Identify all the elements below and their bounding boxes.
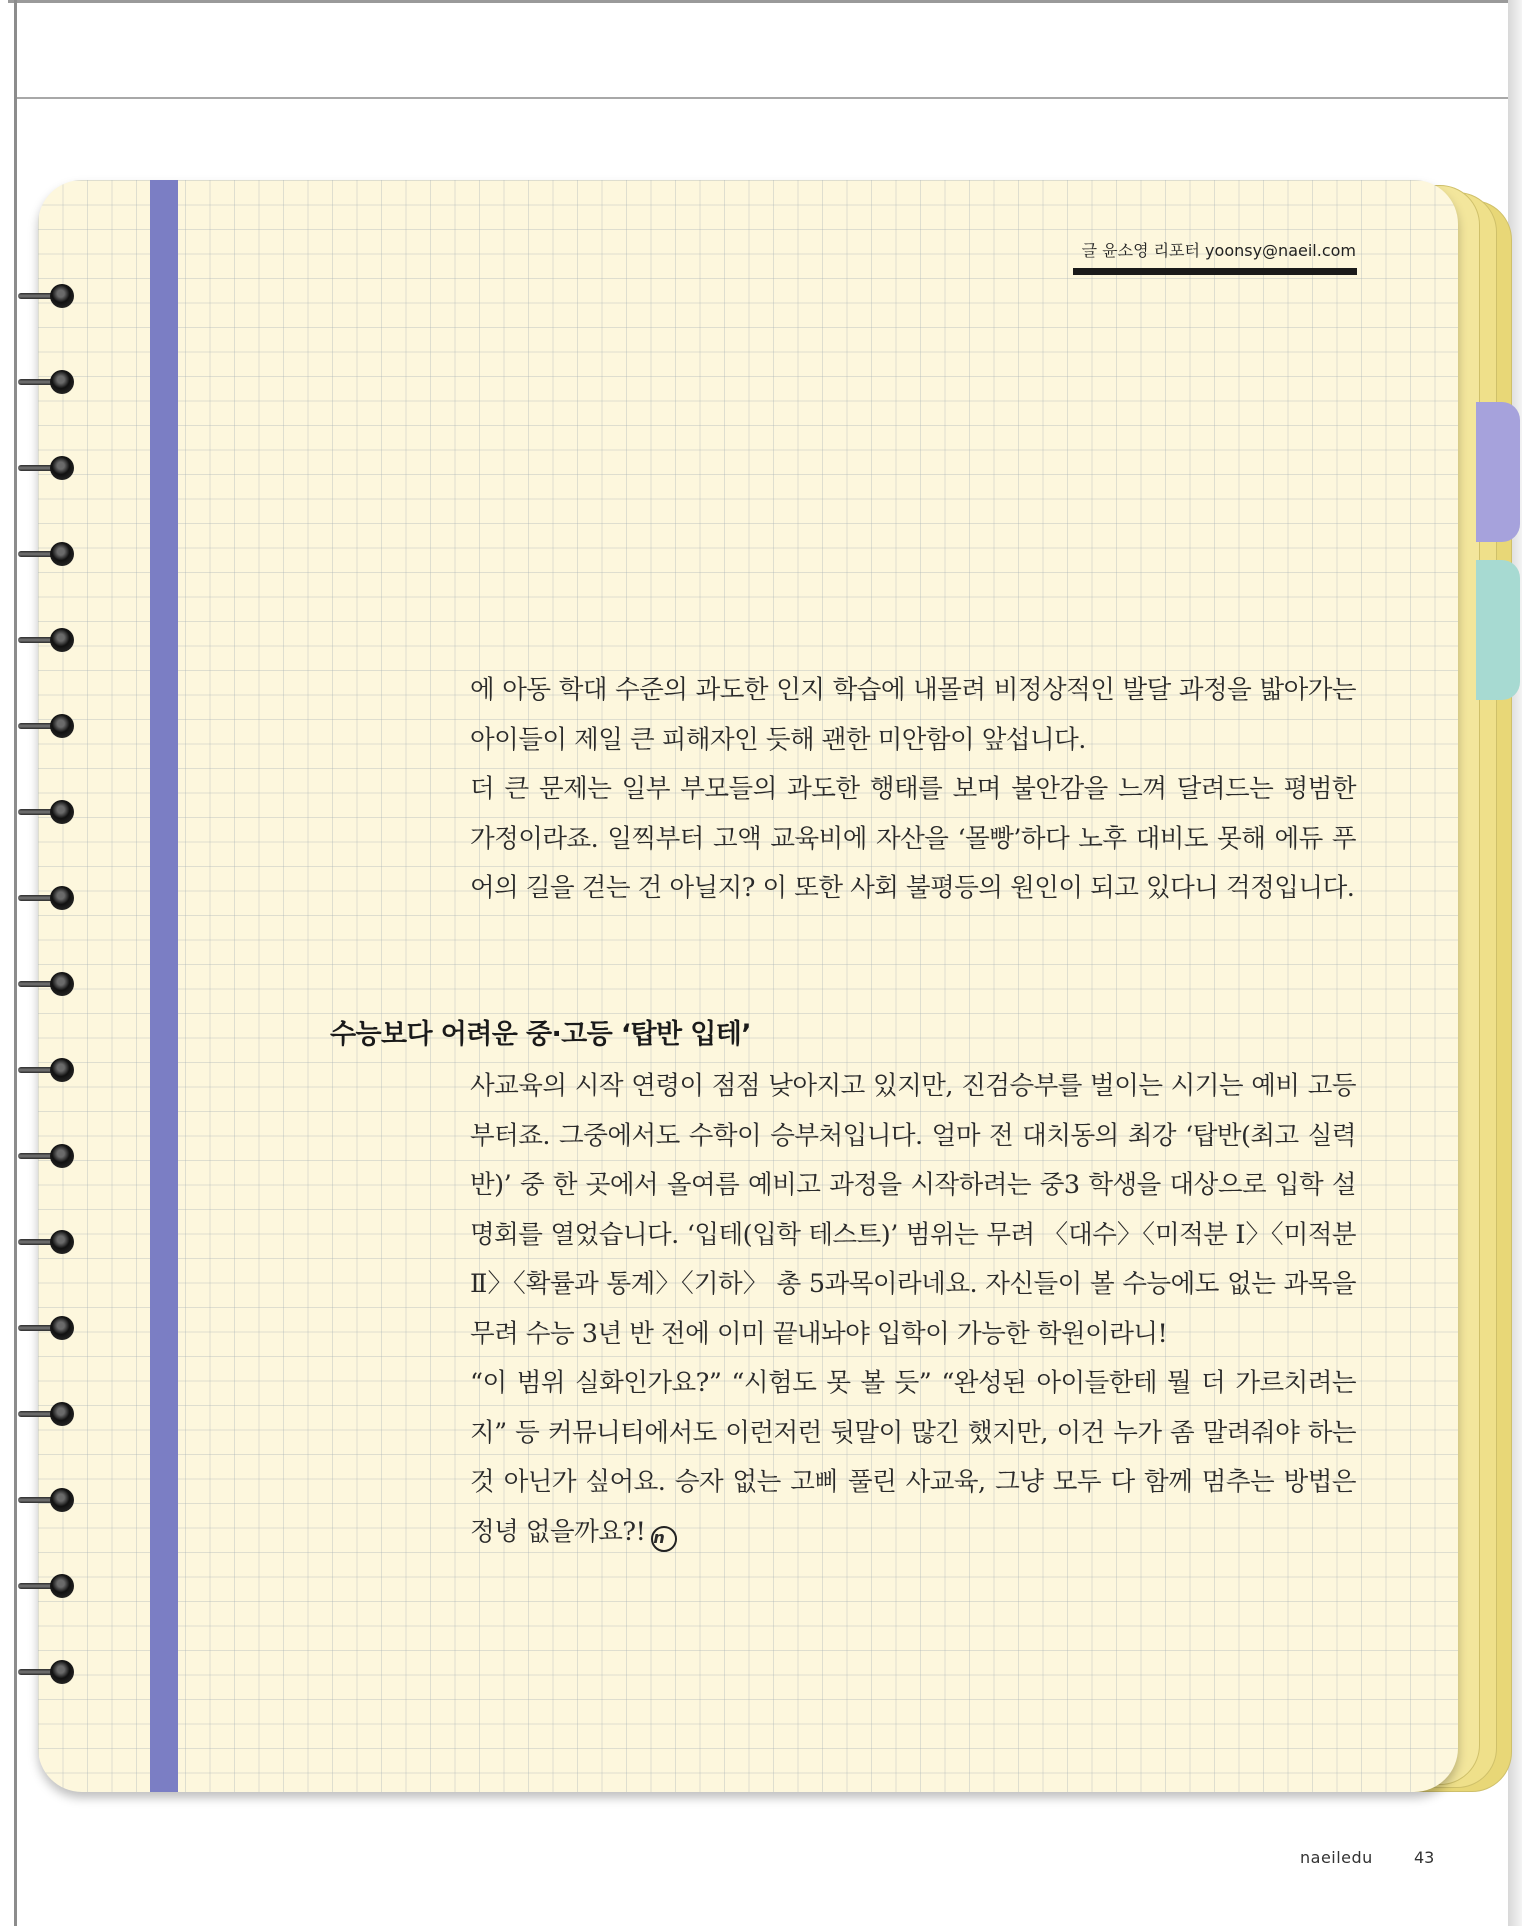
spiral-ring bbox=[18, 370, 74, 394]
spiral-ring bbox=[18, 628, 74, 652]
spiral-ring bbox=[18, 714, 74, 738]
margin-bar bbox=[150, 180, 178, 1792]
byline: 글 윤소영 리포터 yoonsy@naeil.com bbox=[1081, 241, 1356, 260]
article-body-top bbox=[470, 666, 1356, 914]
header-rule bbox=[17, 97, 1508, 99]
spiral-ring bbox=[18, 456, 74, 480]
index-tab-purple bbox=[1476, 402, 1520, 542]
spiral-ring bbox=[18, 1144, 74, 1168]
spiral-ring bbox=[18, 1574, 74, 1598]
paragraph: 사교육의 시작 연령이 점점 낮아지고 있지만, 진검승부를 벌이는 시기는 예비 고등부터죠. 그중에서도 수학이 승부처입니다. 얼마 전 대치동의 최강 ‘탑반(최고 실력반)’ 중 한 곳에서 올여름 예비고 과정을 시작하려는 중3 학생을 대상으로 입학 설명회를 열었습니다. ‘입테(입학 테스트)’ 범위는 무려 〈대수〉〈미적분 Ⅰ〉〈미적분Ⅱ〉〈확률과 통계〉〈기하〉 총 5과목이라네요. 자신들이 볼 수능에도 없는 과목을 무려 수능 3년 반 전에 이미 끝내놔야 입학이 가능한 학원이라니! bbox=[470, 1071, 1356, 1349]
byline-rule bbox=[1073, 268, 1357, 275]
section-heading: 수능보다 어려운 중·고등 ‘탑반 입테’ bbox=[330, 1019, 751, 1050]
paragraph-last bbox=[470, 1359, 1356, 1557]
spiral-ring bbox=[18, 284, 74, 308]
spiral-ring bbox=[18, 542, 74, 566]
paragraph-text: “이 범위 실화인가요?” “시험도 못 볼 듯” “완성된 아이들한테 뭘 더 가르치려는 지” 등 커뮤니티에서도 이런저런 뒷말이 많긴 했지만, 이건 누가 좀 말려줘야 하는 것 아닌가 싶어요. 승자 없는 고삐 풀린 사교육, 그냥 모두 다 함께 멈추는 방법은 정녕 없을까요?! bbox=[470, 1368, 1356, 1547]
article-body-bottom bbox=[470, 1062, 1356, 1557]
paragraph: 더 큰 문제는 일부 부모들의 과도한 행태를 보며 불안감을 느껴 달려드는 평범한 가정이라죠. 일찍부터 고액 교육비에 자산을 ‘몰빵’하다 노후 대비도 못해 에듀 푸어의 길을 걷는 건 아닐지? 이 또한 사회 불평등의 원인이 되고 있다니 걱정입니다. bbox=[470, 774, 1356, 903]
end-mark-icon: n bbox=[651, 1526, 677, 1552]
spiral-ring bbox=[18, 1316, 74, 1340]
page-number: 43 bbox=[1414, 1848, 1435, 1867]
index-tab-mint bbox=[1476, 560, 1520, 700]
spiral-ring bbox=[18, 1402, 74, 1426]
spiral-ring bbox=[18, 1488, 74, 1512]
paragraph: 에 아동 학대 수준의 과도한 인지 학습에 내몰려 비정상적인 발달 과정을 밟아가는 아이들이 제일 큰 피해자인 듯해 괜한 미안함이 앞섭니다. bbox=[470, 675, 1356, 755]
spiral-ring bbox=[18, 1058, 74, 1082]
spiral-ring bbox=[18, 800, 74, 824]
spiral-ring bbox=[18, 1230, 74, 1254]
spiral-ring bbox=[18, 1660, 74, 1684]
spiral-ring bbox=[18, 972, 74, 996]
footer-brand: naeiledu bbox=[1300, 1848, 1373, 1867]
spiral-ring bbox=[18, 886, 74, 910]
